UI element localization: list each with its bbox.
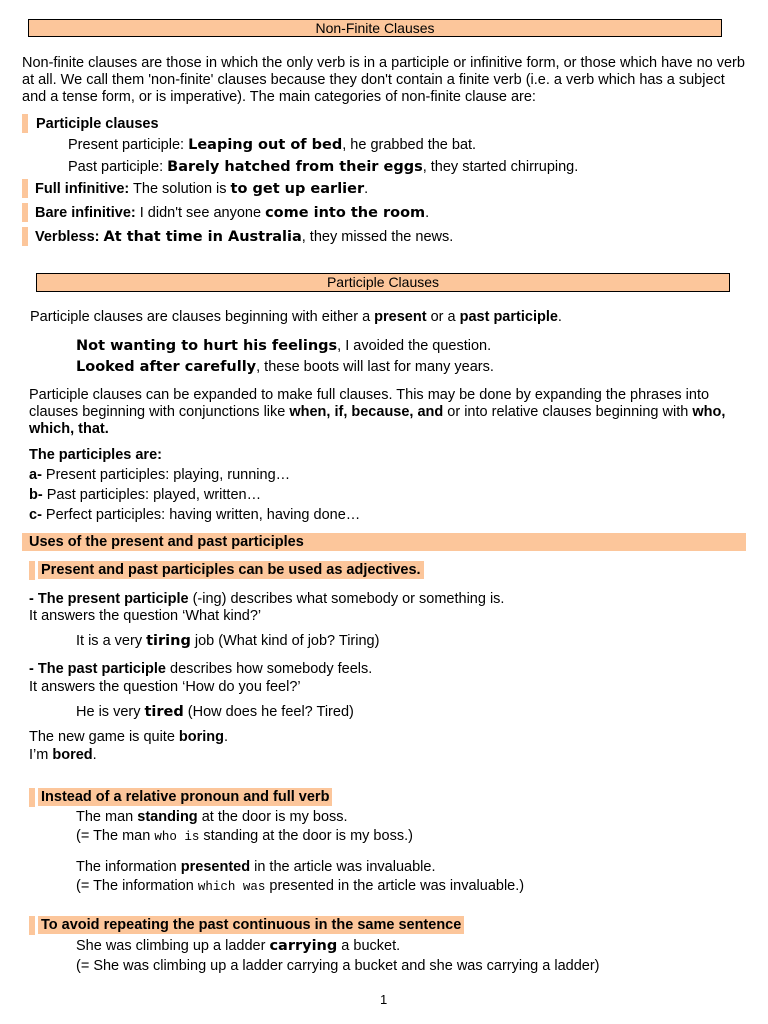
relatives: who, which, that. [29,403,726,437]
end: . [364,181,369,197]
text: The information [76,859,181,875]
text: (= The man [76,828,155,844]
section-title-participle-clauses: Participle Clauses [36,273,730,292]
bare-infinitive-example [35,204,429,222]
past-participle-word: past participle [459,309,558,325]
text: standing at the door is my boss.) [199,828,413,844]
text: The new game is quite [29,729,179,745]
participle-clauses-heading: Participle clauses [36,116,159,132]
past-participle-question: It answers the question ‘How do you feel?’ [29,679,301,695]
text: The man [76,809,138,825]
present-word: present [374,309,427,325]
list-item [29,486,261,504]
marker-bar [22,179,28,198]
phrase: Barely hatched from their eggs [167,159,423,175]
label: Bare infinitive: [35,205,136,221]
standing-expansion [76,827,413,846]
section-title-non-finite: Non-Finite Clauses [28,19,722,37]
carrying-example [76,937,400,955]
word: presented [180,859,251,875]
text: . [224,729,229,745]
phrase: Not wanting to hurt his feelings [76,338,338,354]
boring-example [29,728,228,746]
text: in the article was invaluable. [250,859,436,875]
text: I’m [29,747,53,763]
word: boring [178,729,225,745]
list-text: Perfect participles: having written, having done… [41,507,361,523]
example-not-wanting [76,337,491,355]
participle-clauses-intro [30,308,562,326]
present-participle-desc [29,590,504,608]
text: He is very [76,704,145,720]
text: (= The information [76,878,198,894]
list-marker: c- [29,507,42,523]
present-participle-question: It answers the question ‘What kind?’ [29,608,262,624]
label: - The past participle [29,661,166,677]
text: or into relative clauses beginning with [443,403,693,420]
list-marker: b- [29,487,43,503]
word: tiring [146,633,191,649]
text: (-ing) describes what somebody or something is. [188,591,505,607]
text: describes how somebody feels. [165,661,373,677]
phrase: Leaping out of bed [188,137,343,153]
present-participle-example [68,136,476,154]
carrying-expansion: (= She was climbing up a ladder carrying a bucket and she was carrying a ladder) [76,958,600,974]
example-looked-after [76,358,494,376]
bored-example [29,746,97,764]
conjunctions: when, if, because, and [289,403,444,420]
text: a bucket. [337,938,401,954]
list-marker: a- [29,467,42,483]
text: presented in the article was invaluable.) [265,878,525,894]
marker-bar [29,561,35,580]
word: carrying [269,938,338,954]
full-infinitive-example [35,180,368,198]
text: job (What kind of job? Tiring) [190,633,380,649]
rest: , these boots will last for many years. [256,359,494,375]
label: Verbless: [35,229,104,245]
past-participle-desc [29,660,372,678]
text: She was climbing up a ladder [76,938,270,954]
word: bored [52,747,93,763]
list-item [29,506,360,524]
adjectives-heading: Present and past participles can be used as adjectives. [38,561,424,579]
standing-example [76,808,348,826]
expand-paragraph [29,387,729,437]
mono-words: who is [154,830,200,844]
text: . [557,309,562,325]
relative-pronoun-heading: Instead of a relative pronoun and full verb [38,788,332,806]
rest: , they started chirruping. [422,159,579,175]
text: The solution is [129,181,231,197]
presented-example [76,858,435,876]
list-text: Present participles: playing, running… [41,467,291,483]
rest: , I avoided the question. [337,338,492,354]
word: tired [144,704,184,720]
text: I didn't see anyone [135,205,266,221]
label: Present participle: [68,137,189,153]
mono-words: which was [197,880,266,894]
rest: , they missed the news. [301,229,454,245]
phrase: At that time in Australia [103,229,302,245]
intro-paragraph: Non-finite clauses are those in which the only verb is in a participle or infinitive form, or those which have no verb at all. We call them 'non-finite' clauses because they don't contain a finite verb (i.e. a verb which has a subject and a tense form, or is imperative). The main categories of non-finite clause are: [22,55,745,105]
text: Participle clauses can be expanded to make full clauses. This may be done by expanding the phrases into clauses beginning with conjunctions like [29,387,710,420]
phrase: come into the room [265,205,426,221]
marker-bar [22,114,28,133]
list-text: Past participles: played, written… [42,487,262,503]
uses-heading: Uses of the present and past participles [29,534,304,550]
text: It is a very [76,633,147,649]
participles-heading: The participles are: [29,447,162,463]
text: (How does he feel? Tired) [183,704,354,720]
marker-bar [22,203,28,222]
label: - The present participle [29,591,189,607]
tiring-example [76,632,379,650]
text: Participle clauses are clauses beginning with either a [30,309,375,325]
word: standing [137,809,198,825]
rest: , he grabbed the bat. [342,137,477,153]
label: Full infinitive: [35,181,130,197]
past-continuous-heading: To avoid repeating the past continuous in the same sentence [38,916,464,934]
text: at the door is my boss. [197,809,348,825]
text: . [92,747,97,763]
phrase: to get up earlier [230,181,365,197]
marker-bar [29,788,35,807]
label: Past participle: [68,159,168,175]
marker-bar [29,916,35,935]
phrase: Looked after carefully [76,359,257,375]
tired-example [76,703,354,721]
list-item [29,466,290,484]
text: or a [426,309,460,325]
end: . [425,205,430,221]
verbless-example [35,228,453,246]
presented-expansion [76,877,524,896]
marker-bar [22,227,28,246]
page-number: 1 [380,992,388,1007]
past-participle-example [68,158,578,176]
